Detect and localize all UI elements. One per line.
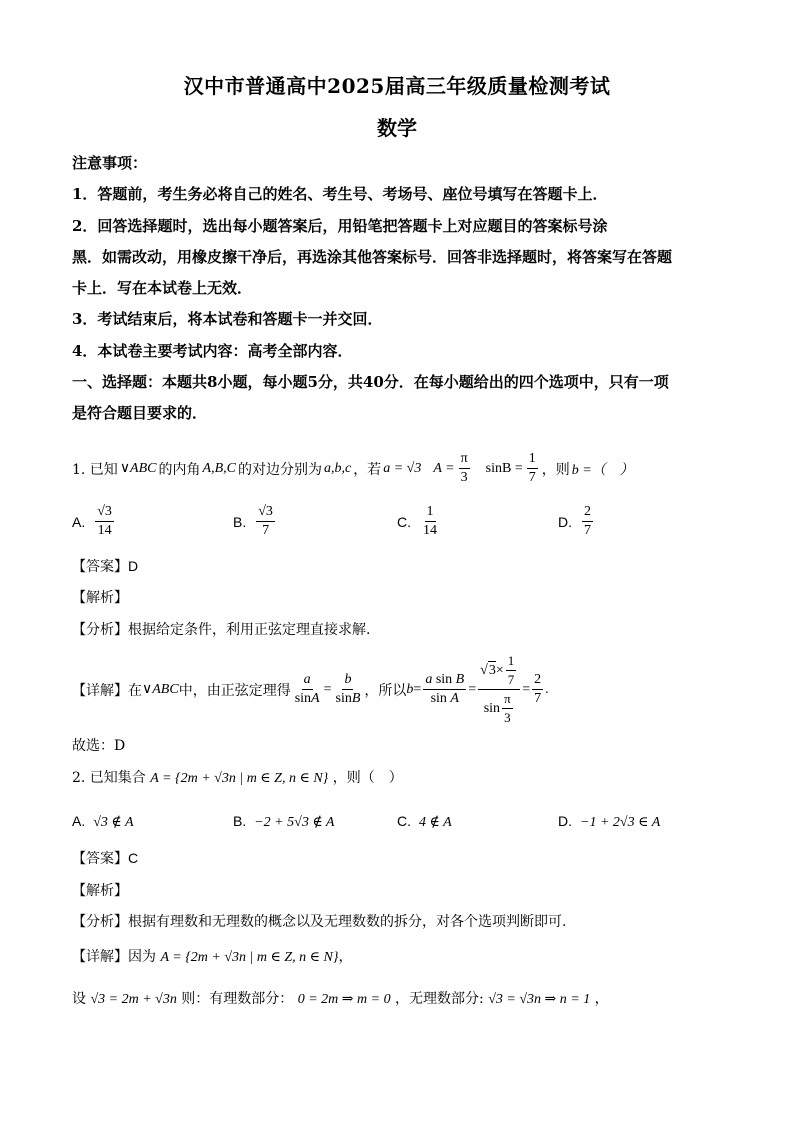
q2-last-eq1: √3 = 2m + √3n bbox=[90, 992, 177, 1007]
q1-angles: A,B,C bbox=[202, 460, 236, 476]
q2-option-a-text: √3 ∉ A bbox=[93, 815, 134, 830]
q2-prefix: 2. 已知集合 bbox=[72, 770, 146, 786]
q2-answer-tag: 【答案】 bbox=[72, 850, 128, 866]
q2-analysis-tag: 【解析】 bbox=[72, 882, 128, 898]
q1-option-a-den: 14 bbox=[97, 523, 112, 538]
q2-option-b-letter: B. bbox=[233, 813, 247, 829]
note-item-4: 4．本试卷主要考试内容：高考全部内容． bbox=[72, 342, 353, 360]
q1-option-a bbox=[72, 503, 116, 540]
q1-option-b-frac bbox=[256, 503, 275, 540]
q2-last-c: ，无理数部分: bbox=[395, 991, 484, 1007]
solve-frac: $\frac{\text{a sin B}}{\text{sin A}}$ bbox=[425, 672, 465, 706]
section-heading: 一、选择题：本题共8小题，每小题5分，共40分．在每小题给出的四个选项中，只有一项 bbox=[72, 373, 669, 391]
notes-heading: 注意事项： bbox=[72, 154, 148, 172]
q2-last-a: 设 bbox=[72, 991, 86, 1007]
q1-answer-value: D bbox=[128, 558, 139, 574]
law-of-sines-left: $\frac{a}{\sin A}$ bbox=[294, 672, 320, 706]
q1-ask: b =（ ） bbox=[571, 462, 634, 478]
q1-option-c bbox=[397, 503, 441, 540]
q2-option-a bbox=[72, 813, 134, 831]
q1-detail-tag: 【详解】 bbox=[72, 681, 128, 698]
q2-option-d-text: −1 + 2√3 ∈ A bbox=[580, 815, 661, 830]
q1-option-a-num: √3 bbox=[95, 503, 114, 522]
q2-answer-value: C bbox=[128, 850, 139, 866]
q1-cond-A-frac bbox=[459, 450, 470, 487]
result-frac: $\frac{2}{7}$ bbox=[534, 672, 542, 706]
q2-last-eq2: 0 = 2m ⇒ m = 0 bbox=[297, 992, 391, 1007]
q2-option-b bbox=[233, 813, 334, 831]
q1-answer bbox=[72, 556, 138, 576]
q1-conclusion: 故选：D bbox=[72, 738, 126, 754]
q1-option-d-letter: D. bbox=[558, 513, 572, 530]
q1-cond-A-den: 3 bbox=[460, 470, 468, 485]
q1-cond-B-num: 1 bbox=[527, 450, 538, 469]
q2-fenxi-tag: 【分析】 bbox=[72, 913, 128, 929]
q1-option-d-frac bbox=[582, 503, 593, 540]
q1-text-c: ，若 bbox=[353, 461, 382, 478]
note-item-2: 2．回答选择题时，选出每小题答案后，用铅笔把答题卡上对应题目的答案标号涂 bbox=[72, 217, 608, 235]
exam-title: 汉中市普通高中2025届高三年级质量检测考试 bbox=[183, 74, 611, 98]
q2-last-eq3: √3 = √3n ⇒ n = 1 bbox=[488, 992, 591, 1007]
q2-option-b-text: −2 + 5√3 ∉ A bbox=[254, 815, 335, 830]
q2-last-line bbox=[72, 988, 609, 1008]
q2-last-b: 则：有理数部分： bbox=[181, 991, 294, 1007]
section-heading-cont: 是符合题目要求的． bbox=[72, 404, 208, 422]
q1-option-b-letter: B. bbox=[233, 513, 247, 530]
q1-option-c-den: 14 bbox=[423, 523, 437, 538]
q1-prefix: 1. 已知 bbox=[72, 461, 118, 478]
q2-detail-end: ， bbox=[338, 949, 353, 965]
q1-triangle: ∨ABC bbox=[119, 461, 157, 476]
q1-answer-tag: 【答案】 bbox=[72, 558, 128, 574]
q1-analysis-tag: 【解析】 bbox=[72, 589, 128, 605]
q1-text-b: 的对边分别为 bbox=[237, 461, 322, 478]
q1-option-c-letter: C. bbox=[397, 513, 411, 530]
q1-option-c-num: 1 bbox=[425, 503, 436, 522]
q1-option-c-frac bbox=[421, 503, 439, 540]
q1-text-d: ，则 bbox=[541, 461, 570, 478]
q1-option-a-letter: A. bbox=[72, 513, 86, 530]
q2-option-a-letter: A. bbox=[72, 813, 86, 829]
note-item-3: 3．考试结束后，将本试卷和答题卡一并交回． bbox=[72, 310, 383, 328]
q1-cond-B-frac bbox=[527, 450, 538, 487]
q1-cond-B-den: 7 bbox=[528, 470, 536, 485]
q2-answer bbox=[72, 848, 138, 868]
q2-detail-a: 因为 bbox=[128, 949, 156, 965]
q2-option-c-letter: C. bbox=[397, 813, 411, 829]
q1-option-b bbox=[233, 503, 277, 540]
q1-fenxi-text: 根据给定条件，利用正弦定理直接求解. bbox=[128, 622, 371, 638]
q1-sides: a,b,c bbox=[323, 460, 352, 476]
q2-option-d-letter: D. bbox=[558, 813, 572, 829]
q2-ask: ，则（ ） bbox=[332, 770, 403, 786]
q1-cond-a: a = √3 bbox=[383, 460, 422, 476]
q1-cond-A-left: A = bbox=[433, 460, 455, 476]
q1-cond-A-num: π bbox=[459, 450, 470, 469]
q1-option-a-frac bbox=[95, 503, 114, 540]
q1-detail-triangle: ∨ABC bbox=[142, 682, 179, 697]
q2-detail-tag: 【详解】 bbox=[72, 948, 128, 964]
q2-last-end: ， bbox=[594, 991, 609, 1007]
note-item-1: 1．答题前，考生务必将自己的姓名、考生号、考场号、座位号填写在答题卡上． bbox=[72, 185, 608, 203]
q2-detail-set: A = {2m + √3n | m ∈ Z, n ∈ N} bbox=[160, 950, 339, 965]
q1-analysis bbox=[72, 587, 128, 607]
note-item-2-end: 卡上．写在本试卷上无效． bbox=[72, 279, 253, 297]
question-2 bbox=[72, 767, 403, 787]
q1-detail-c: ，所以 bbox=[364, 682, 407, 699]
note-item-2-cont: 黑．如需改动，用橡皮擦干净后，再选涂其他答案标号．回答非选择题时，将答案写在答题 bbox=[72, 248, 673, 266]
q1-option-d bbox=[558, 503, 595, 540]
q1-option-b-num: √3 bbox=[256, 503, 275, 522]
q2-option-c bbox=[397, 813, 452, 831]
q1-cond-B-left: sinB = bbox=[485, 460, 523, 476]
q2-option-c-text: 4 ∉ A bbox=[419, 815, 452, 830]
q2-option-d bbox=[558, 813, 660, 831]
law-of-sines-right: $\frac{b}{\sin B}$ bbox=[335, 672, 361, 706]
q2-set: A = {2m + √3n | m ∈ Z, n ∈ N} bbox=[150, 771, 329, 786]
q1-detail-a: 在 bbox=[128, 682, 142, 699]
q1-fenxi-tag: 【分析】 bbox=[72, 621, 128, 637]
q1-option-b-den: 7 bbox=[262, 523, 270, 538]
q1-detail-b: 中，由正弦定理得 bbox=[178, 682, 291, 699]
q1-fenxi bbox=[72, 619, 370, 639]
q2-fenxi bbox=[72, 911, 566, 931]
subject-title: 数学 bbox=[377, 116, 417, 140]
q1-detail: 【详解】 在 ∨ABC 中，由正弦定理得 $\frac{a}{\sin A}$ = $\frac{b}{\sin B}$ ，所以 b = $\frac{\text{a sin B}}{\text{sin A}}$ = √ 3 × $\frac{1}{7}$ sin $\frac{\pi}{3}$ = $\frac{2}{7}$ . bbox=[72, 653, 549, 725]
substitution-frac: √ 3 × $\frac{1}{7}$ sin $\frac{\pi}{3}$ bbox=[478, 652, 520, 727]
question-1 bbox=[72, 450, 634, 487]
q2-detail bbox=[72, 946, 352, 966]
q1-option-d-num: 2 bbox=[582, 503, 593, 522]
q2-analysis bbox=[72, 880, 128, 900]
q1-option-d-den: 7 bbox=[584, 523, 591, 538]
q1-text-a: 的内角 bbox=[158, 461, 201, 478]
q2-fenxi-text: 根据有理数和无理数的概念以及无理数数的拆分，对各个选项判断即可. bbox=[128, 914, 567, 930]
